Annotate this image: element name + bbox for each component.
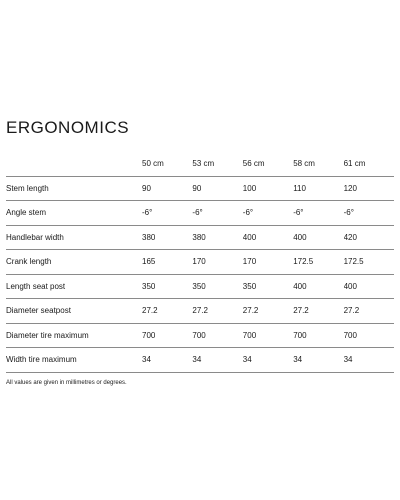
row-value: 700: [293, 330, 307, 340]
row-value: 172.5: [343, 257, 364, 267]
row-value: -6°: [142, 208, 153, 218]
row-value: 350: [192, 281, 206, 291]
row-value: 34: [192, 355, 202, 365]
row-value: 27.2: [142, 306, 158, 316]
row-value: 400: [343, 281, 357, 291]
row-value: 700: [242, 330, 257, 340]
row-label: Diameter tire maximum: [6, 330, 89, 340]
table-row: [6, 274, 394, 299]
row-value: 165: [142, 257, 156, 267]
header-label-cell: [6, 152, 142, 176]
row-value: 400: [293, 281, 307, 291]
row-value: -6°: [192, 208, 203, 218]
row-value: 27.2: [242, 306, 259, 316]
row-value: 400: [293, 232, 307, 242]
row-value: 120: [343, 183, 357, 193]
row-label: Angle stem: [6, 208, 47, 218]
table-row: [6, 225, 394, 250]
row-label: Width tire maximum: [6, 355, 77, 365]
row-label: Stem length: [6, 183, 49, 193]
size-header: 56 cm: [242, 159, 265, 169]
row-value: -6°: [293, 208, 304, 218]
row-label: Length seat post: [6, 281, 66, 291]
row-value: 27.2: [293, 306, 309, 316]
size-header: 58 cm: [293, 159, 315, 169]
table-header-row: [6, 152, 394, 176]
row-label: Crank length: [6, 257, 52, 267]
footnote: All values are given in millimetres or degrees.: [6, 380, 127, 386]
row-value: 27.2: [343, 306, 360, 316]
row-label: Diameter seatpost: [6, 306, 71, 316]
row-value: 34: [142, 355, 151, 365]
row-value: 170: [242, 257, 257, 267]
row-value: 34: [343, 355, 353, 365]
row-value: 170: [192, 257, 206, 267]
table-row: [6, 250, 394, 275]
row-label: Handlebar width: [6, 232, 64, 242]
size-header: 50 cm: [142, 159, 164, 169]
row-value: -6°: [242, 208, 254, 218]
table-row: [6, 299, 394, 324]
row-value: 700: [343, 330, 357, 340]
size-header: 53 cm: [192, 159, 215, 169]
size-header: 61 cm: [343, 159, 366, 169]
row-value: -6°: [343, 208, 354, 218]
page-title: ERGONOMICS: [6, 118, 130, 137]
row-value: 90: [142, 183, 151, 193]
table-row: [6, 201, 394, 226]
row-value: 100: [242, 183, 257, 193]
row-value: 350: [142, 281, 156, 291]
row-value: 90: [192, 183, 202, 193]
row-value: 380: [192, 232, 206, 242]
row-value: 27.2: [192, 306, 208, 316]
row-value: 34: [242, 355, 252, 365]
row-value: 172.5: [293, 257, 314, 267]
table-row: [6, 176, 394, 201]
row-value: 380: [142, 232, 156, 242]
row-value: 700: [192, 330, 206, 340]
table-row: [6, 348, 394, 373]
row-value: 420: [343, 232, 357, 242]
row-value: 110: [293, 183, 306, 193]
ergonomics-table: [6, 152, 394, 373]
row-value: 34: [293, 355, 303, 365]
row-value: 350: [242, 281, 257, 291]
table-row: [6, 323, 394, 348]
row-value: 700: [142, 330, 156, 340]
row-value: 400: [242, 232, 257, 242]
